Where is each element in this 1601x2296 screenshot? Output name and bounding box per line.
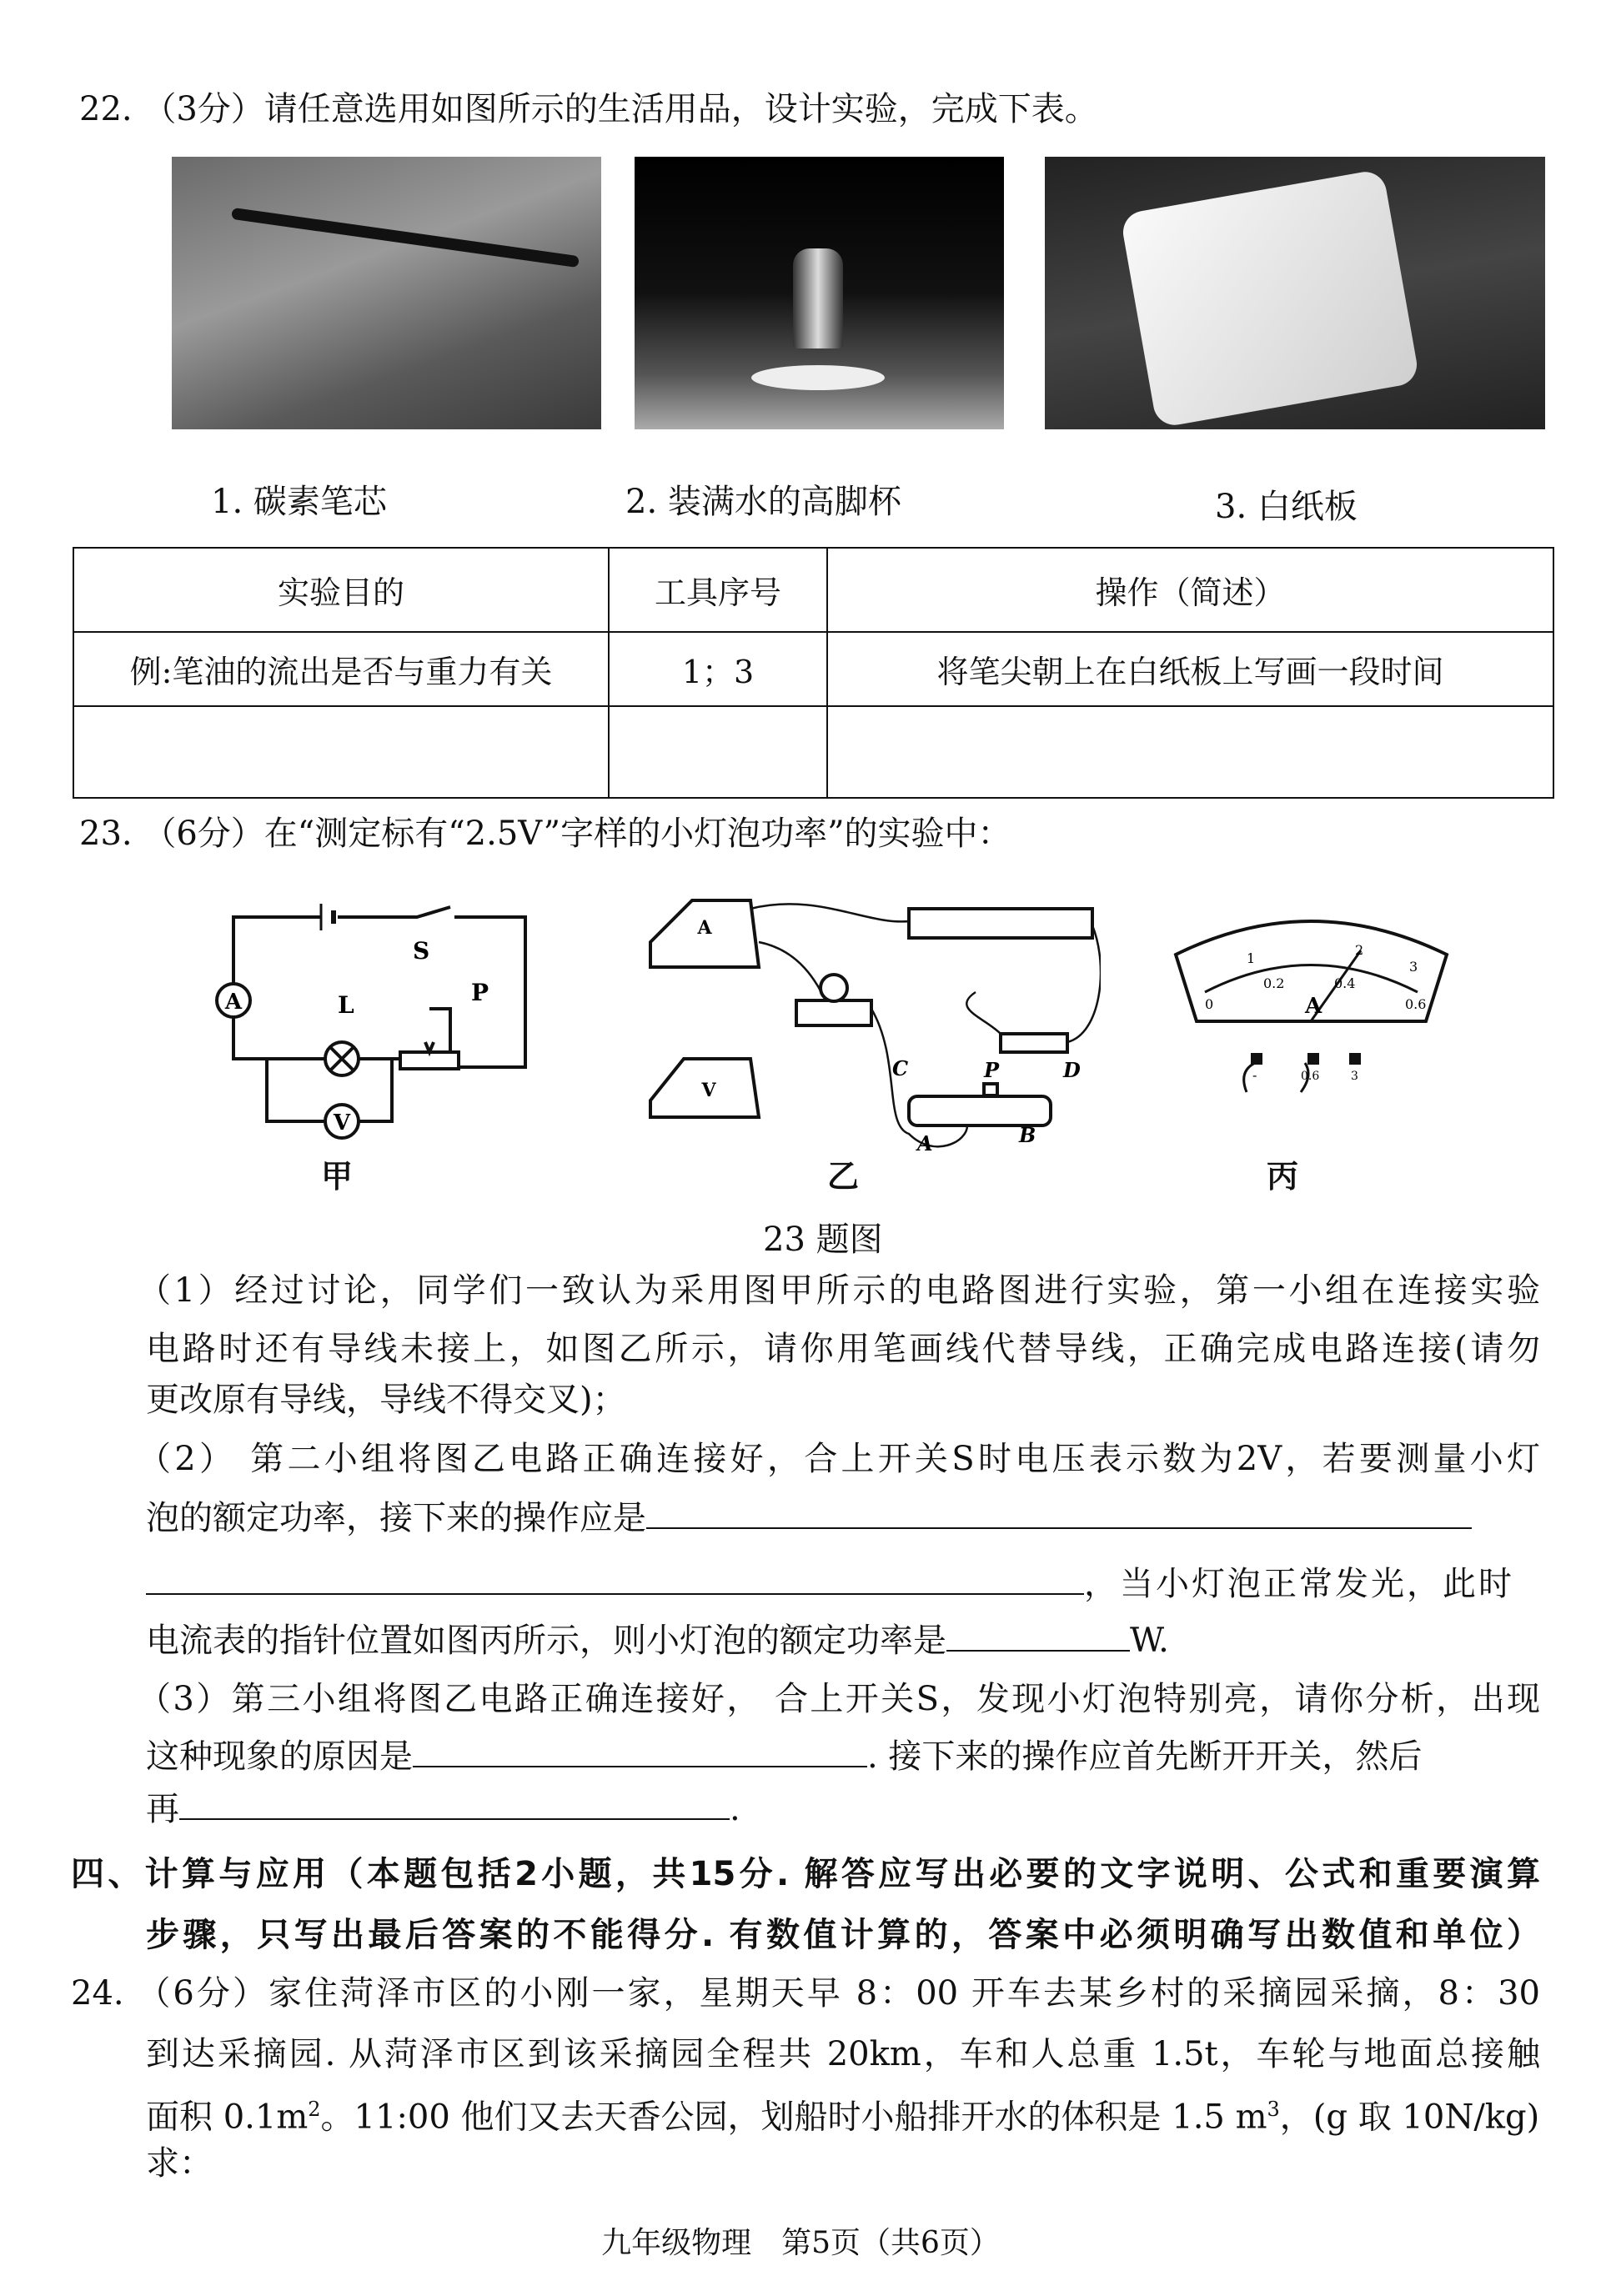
answer-cell-operation[interactable] <box>827 706 1553 798</box>
rheostat-device <box>909 1096 1051 1125</box>
slider-label: P <box>471 979 489 1006</box>
ammeter-label: A <box>224 990 243 1015</box>
tick-3: 3 <box>1409 959 1418 975</box>
q23-part2-line1: （2） 第二小组将图乙电路正确连接好，合上开关S时电压表示数为2V，若要测量小灯 <box>138 1440 1540 1478</box>
table-header-row <box>73 548 1553 632</box>
voltmeter-label: V <box>333 1110 351 1135</box>
q24-line1: 24. （6分）家住菏泽市区的小刚一家，星期天早 8：00 开车去某乡村的采摘园采摘，8：30 <box>71 1974 1540 2013</box>
switch-label: S <box>413 937 430 965</box>
answer-cell-purpose[interactable] <box>73 706 609 798</box>
cell-operation: 将笔尖朝上在白纸板上写画一段时间 <box>827 632 1553 706</box>
answer-blank-power[interactable] <box>946 1617 1130 1652</box>
q24-line3-part3: ，(g 取 10N/kg) <box>1279 2098 1540 2137</box>
table-row <box>73 632 1553 706</box>
q23-part2-text3: 电流表的指针位置如图丙所示，则小灯泡的额定功率是 <box>146 1622 946 1660</box>
terminal-minus: - <box>1252 1067 1257 1083</box>
tick-2: 2 <box>1355 942 1364 958</box>
page-footer: 九年级物理 第5页（共6页） <box>601 2226 1000 2260</box>
tick-1: 1 <box>1247 950 1256 966</box>
q23-part3-line1: （3）第三小组将图乙电路正确连接好， 合上开关S，发现小灯泡特别亮，请你分析，出现 <box>138 1680 1540 1718</box>
q23-part2-text2: ，当小灯泡正常发光，此时 <box>1084 1565 1514 1603</box>
white-cardboard-photo <box>1045 157 1545 429</box>
slider-p-label: P <box>984 1058 1000 1082</box>
terminal-c-label: C <box>892 1056 909 1080</box>
experiment-table <box>73 547 1554 799</box>
terminal-b-label: B <box>1019 1123 1036 1147</box>
terminal-0-6: 0.6 <box>1301 1070 1320 1083</box>
header-tool-number: 工具序号 <box>609 548 827 632</box>
cell-purpose: 例:笔油的流出是否与重力有关 <box>73 632 609 706</box>
ammeter-dial-bing <box>1167 905 1455 1121</box>
tick-0: 0 <box>1205 996 1214 1012</box>
terminal-a-label: A <box>917 1131 933 1156</box>
fig-label-yi: 乙 <box>827 1158 860 1195</box>
tick-0-6: 0.6 <box>1405 996 1427 1012</box>
q23-part1-line3: 更改原有导线，导线不得交叉)； <box>146 1381 626 1419</box>
dial-unit-a: A <box>1305 994 1322 1019</box>
q23-part3-text2: . 接下来的操作应首先断开开关，然后 <box>867 1737 1423 1776</box>
superscript-3: 3 <box>1267 2098 1280 2121</box>
terminal-d-label: D <box>1063 1058 1081 1082</box>
lamp-label: L <box>338 991 354 1019</box>
q24-line2: 到达采摘园. 从菏泽市区到该采摘园全程共 20km，车和人总重 1.5t，车轮与地面总接触 <box>146 2035 1540 2073</box>
answer-blank-next-step[interactable] <box>179 1785 730 1820</box>
fig-label-jia: 甲 <box>321 1158 354 1195</box>
q23-part3-text3: 再 <box>146 1790 179 1828</box>
superscript-2: 2 <box>308 2098 321 2121</box>
q24-line3-part2: 。11:00 他们又去天香公园，划船时小船排开水的体积是 1.5 m <box>320 2098 1267 2137</box>
circuit-diagram-jia <box>200 900 550 1142</box>
q22-title: 22. （3分）请任意选用如图所示的生活用品，设计实验，完成下表。 <box>79 90 1098 128</box>
q24-line3 <box>146 2086 1539 2140</box>
answer-blank-operation-1[interactable] <box>646 1494 1472 1529</box>
caption-goblet: 2. 装满水的高脚杯 <box>625 483 901 521</box>
q23-part1-line1: （1）经过讨论，同学们一致认为采用图甲所示的电路图进行实验，第一小组在连接实验 <box>138 1271 1540 1310</box>
section4-heading-line2: 步骤，只写出最后答案的不能得分. 有数值计算的，答案中必须明确写出数值和单位） <box>146 1916 1540 1954</box>
header-purpose: 实验目的 <box>73 548 609 632</box>
tick-0-4: 0.4 <box>1334 975 1356 991</box>
fig-label-bing: 丙 <box>1267 1158 1299 1195</box>
table-row-empty <box>73 706 1553 798</box>
carbon-pen-refill-photo <box>172 157 601 429</box>
physical-circuit-yi[interactable] <box>634 892 1101 1167</box>
ammeter-device-label: A <box>697 917 712 939</box>
caption-cardboard: 3. 白纸板 <box>1215 488 1358 526</box>
period: . <box>730 1790 740 1828</box>
figure-caption: 23 题图 <box>763 1221 883 1259</box>
caption-pen-refill: 1. 碳素笔芯 <box>211 483 387 521</box>
terminal-3: 3 <box>1351 1070 1358 1083</box>
cell-tool-number: 1；3 <box>609 632 827 706</box>
q23-part3-text: 这种现象的原因是 <box>146 1737 413 1776</box>
battery-pack <box>909 909 1092 938</box>
unit-w: W. <box>1130 1622 1169 1660</box>
switch-device <box>1001 1034 1067 1052</box>
answer-cell-tool-number[interactable] <box>609 706 827 798</box>
tick-0-2: 0.2 <box>1263 975 1285 991</box>
header-operation: 操作（简述） <box>827 548 1553 632</box>
q24-line4: 求： <box>146 2144 213 2183</box>
lamp-holder <box>796 1000 871 1025</box>
answer-blank-operation-2[interactable] <box>146 1560 1084 1595</box>
answer-blank-reason[interactable] <box>413 1732 867 1767</box>
q23-part2-text: 泡的额定功率，接下来的操作应是 <box>146 1499 646 1537</box>
section4-heading-line1: 四、计算与应用（本题包括2小题，共15分. 解答应写出必要的文字说明、公式和重要演算 <box>71 1855 1540 1893</box>
q23-part1-line2: 电路时还有导线未接上，如图乙所示，请你用笔画线代替导线，正确完成电路连接(请勿 <box>146 1330 1540 1368</box>
q24-line3-part1: 面积 0.1m <box>146 2098 309 2137</box>
q23-title: 23. （6分）在“测定标有“2.5V”字样的小灯泡功率”的实验中： <box>79 815 1011 853</box>
goblet-of-water-photo <box>635 157 1004 429</box>
voltmeter-device-label: V <box>701 1080 716 1101</box>
